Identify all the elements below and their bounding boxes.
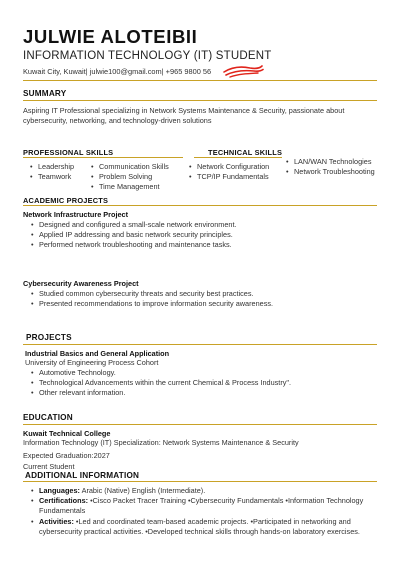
technical-skills-col1 [189,162,269,182]
additional-item [31,496,371,516]
skill-item: • LAN/WAN Technologies [286,157,375,167]
project-bullets [31,368,291,399]
project-title: Network Infrastructure Project [23,210,129,219]
item-text: •Cisco Packet Tracer Training •Cybersecurity Fundamentals •Information Technology Fundamentals [39,496,364,516]
bullet-item: • Other relevant information. [31,388,291,398]
bullet-item: • Presented recommendations to improve information security awareness. [31,299,273,309]
phone-text: +965 9800 56 [165,67,212,76]
additional-heading: ADDITIONAL INFORMATION [25,471,140,480]
candidate-name: JULWIE ALOTEIBII [23,26,198,47]
technical-skills-heading: TECHNICAL SKILLS [208,148,283,157]
skill-item: • Network Configuration [189,162,269,172]
education-heading: EDUCATION [23,413,73,422]
header-divider [23,80,377,81]
project-org: University of Engineering Process Cohort [25,358,159,367]
project-bullets [31,289,273,309]
item-label: Languages: [39,486,80,495]
candidate-title: INFORMATION TECHNOLOGY (IT) STUDENT [23,50,272,62]
additional-item [31,486,371,496]
bullet-item: • Technological Advancements within the current Chemical & Process Industry". [31,378,291,388]
bullet-item: • Designed and configured a small-scale network environment. [31,220,237,230]
bullet-item: • Studied common cybersecurity threats and security best practices. [31,289,273,299]
contact-line [23,67,211,76]
skill-item: • Time Management [91,182,169,192]
location-text: Kuwait City, Kuwait| [23,67,88,76]
program-text: Information Technology (IT) Specialization: Network Systems Maintenance & Security [23,438,299,447]
additional-list [31,486,371,537]
professional-skills-col2 [91,162,169,193]
projects-heading: PROJECTS [26,333,72,342]
skill-item: • Problem Solving [91,172,169,182]
skill-item: • Teamwork [30,172,74,182]
status-text: Current Student [23,462,75,471]
projects-divider [23,344,377,345]
redaction-scribble [222,63,264,79]
item-text: Arabic (Native) English (Intermediate). [79,486,206,495]
bullet-item: • Applied IP addressing and basic network security principles. [31,230,237,240]
item-text: •Led and coordinated team-based academic projects. •Participated in networking and cybersecurity practical activities. •Developed technical skills through hands-on laboratory exercises. [39,516,360,536]
summary-heading: SUMMARY [23,89,67,98]
project-title: Industrial Basics and General Application [25,349,170,358]
skill-item: • Communication Skills [91,162,169,172]
item-label: Activities: [39,516,74,526]
school-name: Kuwait Technical College [23,429,111,438]
professional-skills-heading: PROFESSIONAL SKILLS [23,148,114,157]
skill-item: • Network Troubleshooting [286,167,375,177]
bullet-item: • Performed network troubleshooting and maintenance tasks. [31,240,237,250]
technical-skills-divider [194,157,282,158]
item-label: Certifications: [39,496,89,506]
academic-projects-divider [23,205,377,206]
bullet-item: • Automotive Technology. [31,368,291,378]
additional-divider [23,481,377,482]
summary-text: Aspiring IT Professional specializing in Network Systems Maintenance & Security, passionate about cybersecurity, networking, and technology-driven solutions [23,106,345,126]
email-text: julwie100@gmail.com| [89,67,164,76]
additional-item [31,517,371,537]
skill-item: • TCP/IP Fundamentals [189,172,269,182]
education-divider [23,424,377,425]
project-title: Cybersecurity Awareness Project [23,279,139,288]
technical-skills-col2 [286,157,375,177]
professional-skills-col1 [30,162,74,182]
professional-skills-divider [23,157,183,158]
project-bullets [31,220,237,251]
graduation-text: Expected Graduation:2027 [23,451,110,460]
academic-projects-heading: ACADEMIC PROJECTS [23,196,109,205]
summary-divider [23,100,377,101]
skill-item: • Leadership [30,162,74,172]
